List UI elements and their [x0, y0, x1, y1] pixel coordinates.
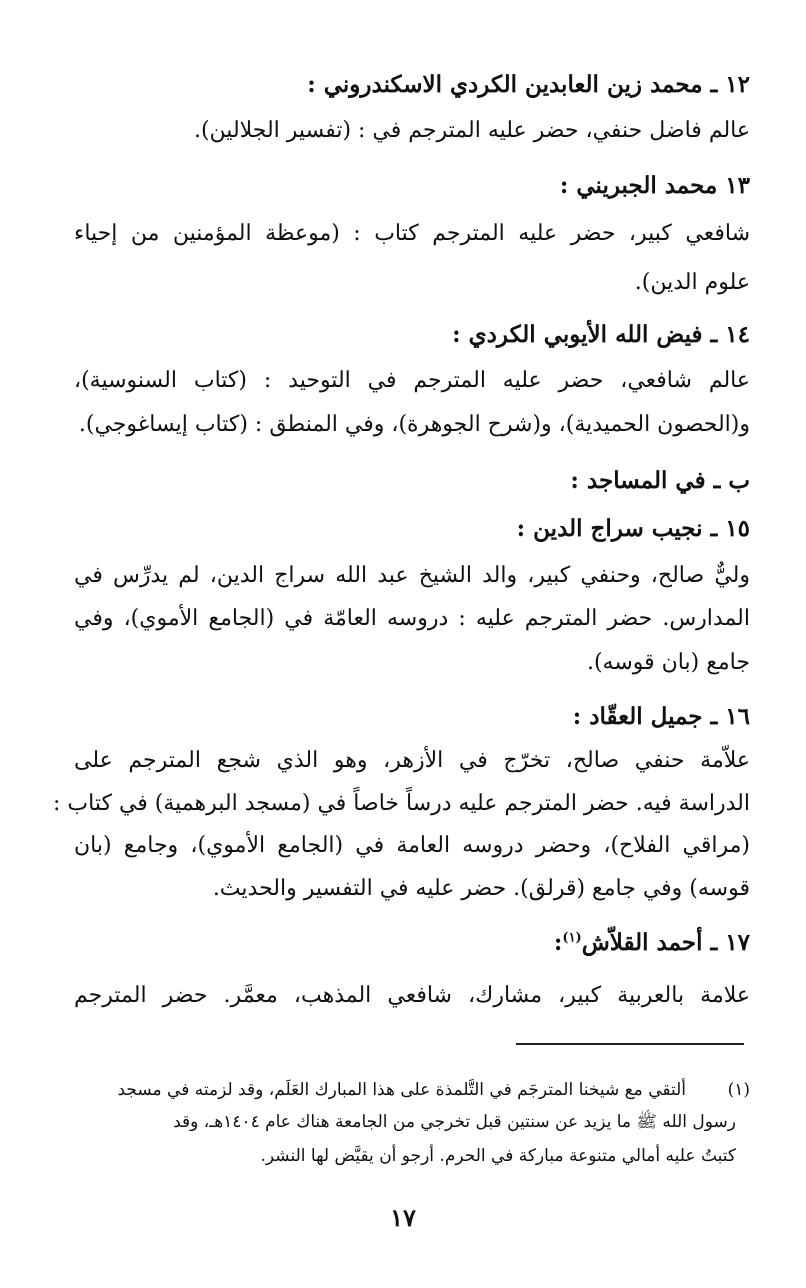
entry-14-heading: ١٤ ـ فيض الله الأيوبي الكردي : [452, 321, 750, 348]
entry-12-heading: ١٢ ـ محمد زين العابدين الكردي الاسكندروني : [307, 71, 750, 98]
entry-16-text-line-2: الدراسة فيه. حضر المترجم عليه درساً خاصاً في (مسجد البرهمية) في كتاب : [53, 791, 750, 816]
entry-15-text-line-3: جامع (بان قوسه). [586, 650, 750, 675]
entry-13-heading: ١٣ محمد الجبريني : [559, 172, 750, 199]
entry-14-text-line-1: عالم شافعي، حضر عليه المترجم في التوحيد : (كتاب السنوسية)، [74, 368, 750, 393]
entry-16-heading: ١٦ ـ جميل العقّاد : [572, 703, 750, 730]
entry-15-heading: ١٥ ـ نجيب سراج الدين : [516, 515, 750, 542]
entry-17-colon: : [553, 929, 563, 956]
footnote-separator [516, 1043, 744, 1045]
entry-17-heading [554, 928, 750, 958]
footnote-line-3: كتبتُ عليه أمالي متنوعة مباركة في الحرم. أرجو أن يقيَّض لها النشر. [260, 1146, 736, 1166]
entry-16-text-line-3: (مراقي الفلاح)، وحضر دروسه العامة في (الجامع الأموي)، وجامع (بان [74, 833, 750, 858]
entry-12-text: عالم فاضل حنفي، حضر عليه المترجم في : (تفسير الجلالين). [193, 118, 750, 143]
footnote-line-2: رسول الله ﷺ ما يزيد عن سنتين قبل تخرجي من الجامعة هناك عام ١٤٠٤هـ، وقد [173, 1112, 736, 1132]
footnote-line-1: ألتقي مع شيخنا المترجَم في التَّلمذة على هذا المبارك العَلَم، وقد لزمته في مسجد [117, 1080, 686, 1100]
entry-14-text-line-2: و(الحصون الحميدية)، و(شرح الجوهرة)، وفي المنطق : (كتاب إيساغوجي). [78, 412, 750, 437]
entry-13-text-line-1: شافعي كبير، حضر عليه المترجم كتاب : (موعظة المؤمنين من إحياء [74, 221, 750, 246]
entry-17-text-line-1: علامة بالعربية كبير، مشارك، شافعي المذهب، معمَّر. حضر المترجم [74, 983, 750, 1008]
page-number: ١٧ [390, 1203, 416, 1232]
entry-17-name: ١٧ ـ أحمد القلاّش [581, 929, 750, 956]
entry-13-text-line-2: علوم الدين). [634, 270, 750, 295]
entry-15-text-line-2: المدارس. حضر المترجم عليه : دروسه العامّة في (الجامع الأموي)، وفي [74, 606, 750, 631]
footnote-reference: (١) [562, 930, 582, 946]
section-b-heading: ب ـ في المساجد : [570, 467, 750, 494]
entry-15-text-line-1: وليٌّ صالح، وحنفي كبير، والد الشيخ عبد الله سراج الدين، لم يدرِّس في [74, 563, 750, 588]
entry-16-text-line-1: علاّمة حنفي صالح، تخرّج في الأزهر، وهو الذي شجع المترجم على [74, 748, 750, 773]
entry-16-text-line-4: قوسه) وفي جامع (قرلق). حضر عليه في التفسير والحديث. [212, 876, 750, 901]
footnote-marker: (١) [727, 1080, 750, 1100]
